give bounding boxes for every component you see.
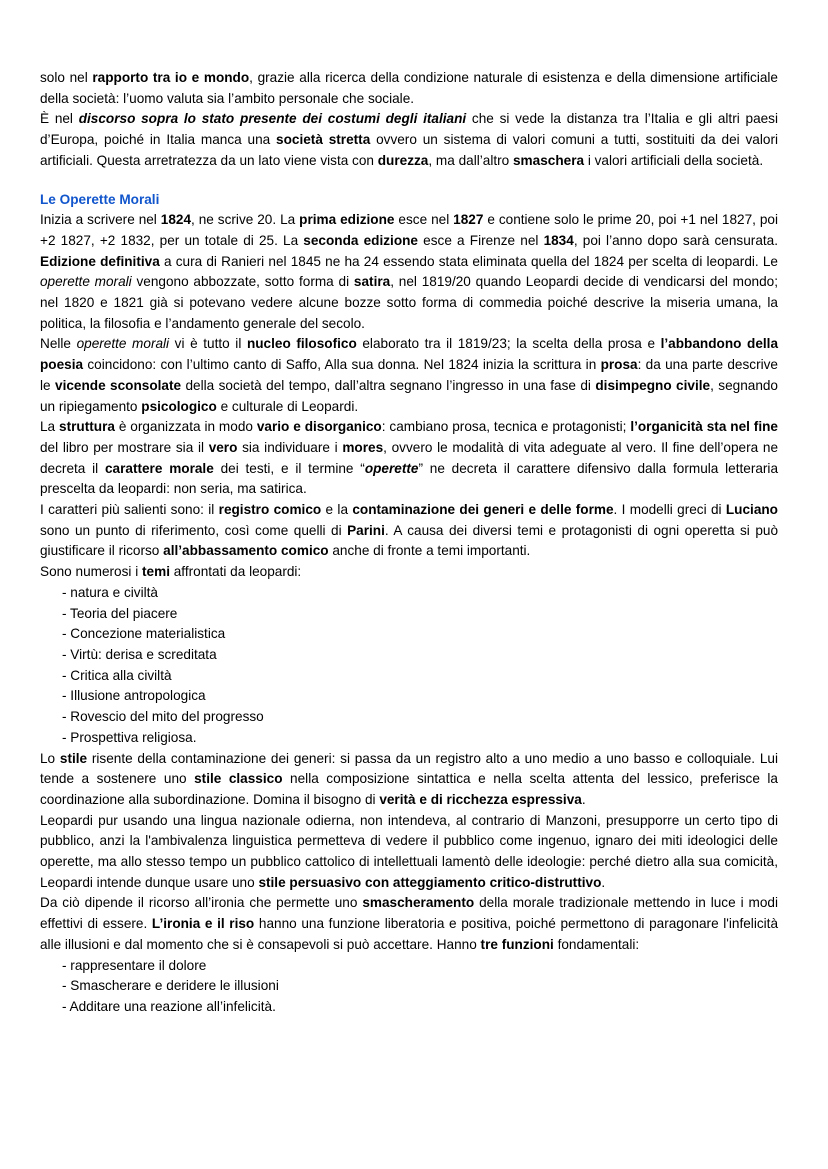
list-item: - Teoria del piacere xyxy=(62,605,178,621)
list-item: - Prospettiva religiosa. xyxy=(62,729,197,745)
list-item: - natura e civiltà xyxy=(62,584,158,600)
paragraph-irony: Da ciò dipende il ricorso all’ironia che permette uno smascheramento della morale tradizionale mettendo in luce i modi effettivi di essere. L’ironia e il riso hanno una funzione liberatoria e positiva, poiché permettono di paragonare l'infelicità alle illusioni e dal momento che si è consapevoli si può accettare. Hanno tre funzioni fondamentali: xyxy=(40,895,779,952)
themes-list xyxy=(40,583,778,749)
paragraph-themes-intro: Sono numerosi i temi affrontati da leopardi: xyxy=(40,564,302,580)
section-title: Le Operette Morali xyxy=(40,191,160,207)
intro-paragraph-1: solo nel rapporto tra io e mondo, grazie alla ricerca della condizione naturale di esistenza e della dimensione artificiale della società: l’uomo valuta sia l’ambito personale che sociale. xyxy=(40,70,778,106)
intro-paragraph-2: È nel discorso sopra lo stato presente dei costumi degli italiani che si vede la distanza tra l’Italia e gli altri paesi d’Europa, poiché in Italia manca una società stretta ovvero un sistema di valori comuni a tutti, sostituiti da dei valori artificiali. Questa arretratezza da un lato viene vista con durezza, ma dall’altro smaschera i valori artificiali della società. xyxy=(40,111,779,168)
list-item: - Smascherare e deridere le illusioni xyxy=(62,978,279,994)
list-item: - Rovescio del mito del progresso xyxy=(62,709,264,725)
paragraph-characters: I caratteri più salienti sono: il registro comico e la contaminazione dei generi e delle forme. I modelli greci di Luciano sono un punto di riferimento, così come quelli di Parini. A causa dei diversi temi e protagonisti di ogni operetta si può giustificare il ricorso all’abbassamento comico anche di fronte a temi importanti. xyxy=(40,502,779,559)
paragraph-editions: Inizia a scrivere nel 1824, ne scrive 20. La prima edizione esce nel 1827 e contiene solo le prime 20, poi +1 nel 1827, poi +2 1827, +2 1832, per un totale di 25. La seconda edizione esce a Firenze nel 1834, poi l’anno dopo sarà censurata. Edizione definitiva a cura di Ranieri nel 1845 ne ha 24 essendo stata eliminata quella del 1824 per scelta di leopardi. Le operette morali vengono abbozzate, sotto forma di satira, nel 1819/20 quando Leopardi decide di vendicarsi del mondo; nel 1820 e 1821 già si potevano vedere alcune bozze sotto forma di commedia poiché descrive la miseria umana, la politica, la filosofia e l’andamento generale del secolo. xyxy=(40,212,779,331)
paragraph-audience: Leopardi pur usando una lingua nazionale odierna, non intendeva, al contrario di Manzoni, presupporre un certo tipo di pubblico, anzi la l'ambivalenza linguistica permetteva di vedere il pubblico come ingenuo, ignaro dei miti ideologici delle operette, ma allo stesso tempo un pubblico cattolico di intellettuali lamentò delle ideologie: perché dietro alla sua comicità, Leopardi intende dunque usare uno stile persuasivo con atteggiamento critico-distruttivo. xyxy=(40,812,778,890)
document-page xyxy=(40,68,778,1018)
list-item: - Illusione antropologica xyxy=(62,688,206,704)
paragraph-philosophy: Nelle operette morali vi è tutto il nucleo filosofico elaborato tra il 1819/23; la scelta della prosa e l’abbandono della poesia coincidono: con l’ultimo canto di Saffo, Alla sua donna. Nel 1824 inizia la scrittura in prosa: da una parte descrive le vicende sconsolate della società del tempo, dall’altra segnano l’ingresso in una fase di disimpegno civile, segnando un ripiegamento psicologico e culturale di Leopardi. xyxy=(40,336,778,414)
list-item: - Critica alla civiltà xyxy=(62,667,172,683)
list-item: - Additare una reazione all’infelicità. xyxy=(62,998,276,1014)
list-item: - Virtù: derisa e screditata xyxy=(62,646,217,662)
list-item: - rappresentare il dolore xyxy=(62,957,207,973)
functions-list xyxy=(40,956,778,1018)
paragraph-style: Lo stile risente della contaminazione dei generi: si passa da un registro alto a uno medio a uno basso e colloquiale. Lui tende a sostenere uno stile classico nella composizione sintattica e nella scelta attenta del lessico, preferisce la coordinazione alla subordinazione. Domina il bisogno di verità e di ricchezza espressiva. xyxy=(40,750,778,807)
paragraph-structure: La struttura è organizzata in modo vario e disorganico: cambiano prosa, tecnica e protagonisti; l’organicità sta nel fine del libro per mostrare sia il vero sia individuare i mores, ovvero le modalità di vita adeguate al vero. Il fine dell’opera ne decreta il carattere morale dei testi, e il termine “operette” ne decreta il carattere difensivo dalla formula letteraria prescelta da leopardi: non seria, ma satirica. xyxy=(40,419,779,497)
list-item: - Concezione materialistica xyxy=(62,626,226,642)
